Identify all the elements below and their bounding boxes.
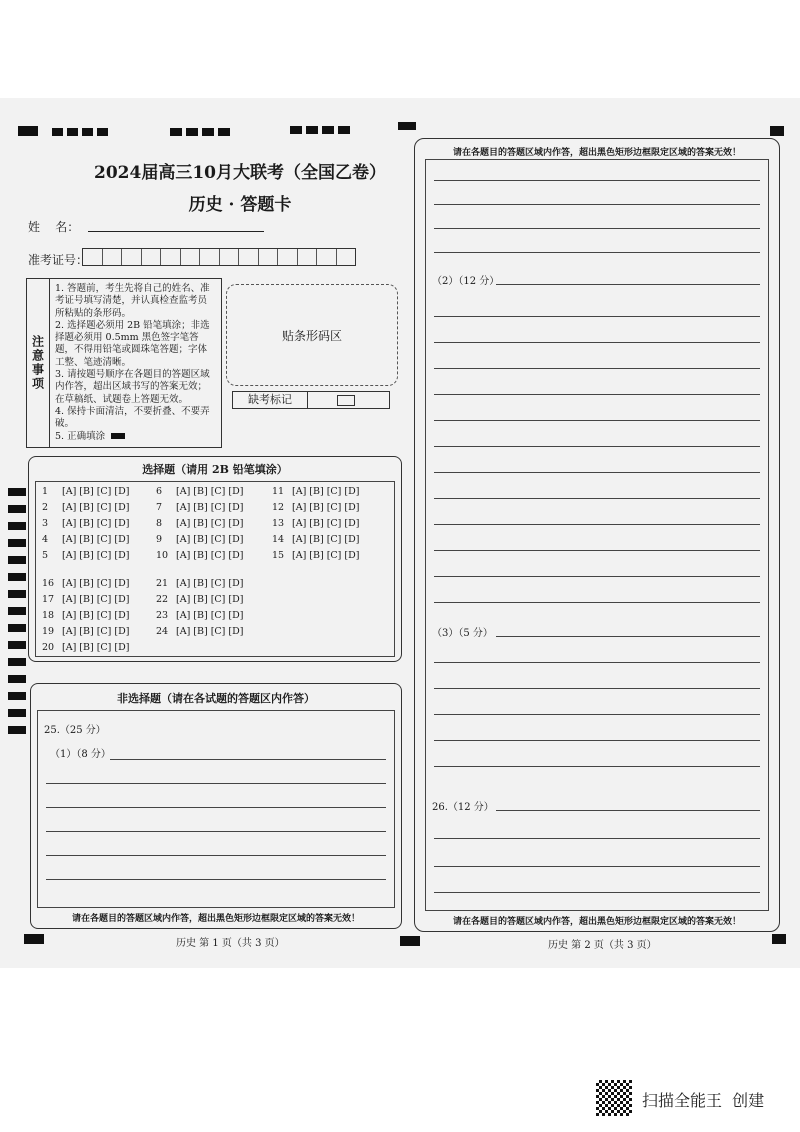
question-number: 22 <box>156 594 169 605</box>
question-number: 24 <box>156 626 169 637</box>
answer-line[interactable] <box>434 342 760 343</box>
answer-options[interactable]: [A] [B] [C] [D] <box>292 518 360 529</box>
choice-question-10[interactable] <box>156 550 243 561</box>
answer-line[interactable] <box>434 838 760 839</box>
answer-options[interactable]: [A] [B] [C] [D] <box>176 550 244 561</box>
exam-subtitle: 历史 · 答题卡 <box>188 195 292 215</box>
question-number: 15 <box>272 550 285 561</box>
choice-question-23[interactable] <box>156 610 243 621</box>
question-26-label: 26.（12 分） <box>432 802 494 813</box>
choice-question-6[interactable] <box>156 486 243 497</box>
choice-question-19[interactable] <box>42 626 129 637</box>
answer-options[interactable]: [A] [B] [C] [D] <box>176 502 244 513</box>
answer-options[interactable]: [A] [B] [C] [D] <box>62 518 130 529</box>
timing-mark <box>398 122 416 130</box>
answer-line[interactable] <box>496 636 760 637</box>
choice-question-24[interactable] <box>156 626 243 637</box>
page-2-panel <box>414 138 780 932</box>
answer-options[interactable]: [A] [B] [C] [D] <box>292 550 360 561</box>
timing-mark <box>24 934 44 944</box>
absent-mark-box <box>232 391 390 409</box>
exam-title: 2024届高三10月大联考（全国乙卷） <box>94 163 386 183</box>
answer-line[interactable] <box>434 866 760 867</box>
barcode-label: 贴条形码区 <box>281 328 342 343</box>
answer-line[interactable] <box>434 602 760 603</box>
answer-options[interactable]: [A] [B] [C] [D] <box>62 594 130 605</box>
page-2-footer: 历史 第 2 页（共 3 页） <box>548 940 657 951</box>
choice-question-13[interactable] <box>272 518 359 529</box>
answer-line[interactable] <box>434 228 760 229</box>
question-number: 7 <box>156 502 163 513</box>
choice-question-15[interactable] <box>272 550 359 561</box>
qr-code-icon <box>596 1080 632 1116</box>
scanner-watermark: 扫描全能王 创建 <box>642 1091 765 1110</box>
answer-line[interactable] <box>434 688 760 689</box>
side-timing-marks <box>8 488 26 738</box>
answer-line[interactable] <box>110 759 386 760</box>
note-item: 4. 保持卡面清洁，不要折叠、不要弄破。 <box>55 405 210 430</box>
answer-line[interactable] <box>434 576 760 577</box>
filled-sample-mark <box>111 433 125 439</box>
note-item: 2. 选择题必须用 2B 铅笔填涂；非选择题必须用 0.5mm 黑色签字笔答题，不得用铅笔或圆珠笔答题；字体工整、笔迹清晰。 <box>55 319 210 368</box>
answer-options[interactable]: [A] [B] [C] [D] <box>176 534 244 545</box>
choice-question-7[interactable] <box>156 502 243 513</box>
question-number: 17 <box>42 594 55 605</box>
page-1-footer: 历史 第 1 页（共 3 页） <box>176 938 285 949</box>
answer-options[interactable]: [A] [B] [C] [D] <box>62 610 130 621</box>
question-25-1-label: （1）（8 分） <box>50 749 111 760</box>
answer-line[interactable] <box>46 855 386 856</box>
answer-line[interactable] <box>496 284 760 285</box>
choice-question-22[interactable] <box>156 594 243 605</box>
choice-grid <box>35 481 395 657</box>
timing-mark <box>770 126 784 136</box>
question-number: 20 <box>42 642 55 653</box>
answer-line[interactable] <box>434 714 760 715</box>
answer-line[interactable] <box>434 446 760 447</box>
choice-question-11[interactable] <box>272 486 359 497</box>
choice-question-2[interactable] <box>42 502 129 513</box>
answer-options[interactable]: [A] [B] [C] [D] <box>62 486 130 497</box>
timing-mark <box>772 934 786 944</box>
answer-line[interactable] <box>46 783 386 784</box>
question-number: 11 <box>272 486 285 497</box>
question-number: 13 <box>272 518 285 529</box>
answer-line[interactable] <box>46 807 386 808</box>
boundary-warning: 请在各题目的答题区域内作答，超出黑色矩形边框限定区域的答案无效！ <box>71 914 360 924</box>
question-number: 10 <box>156 550 169 561</box>
absent-checkbox[interactable] <box>337 395 355 406</box>
answer-options[interactable]: [A] [B] [C] [D] <box>62 502 130 513</box>
timing-mark <box>18 126 38 136</box>
question-number: 9 <box>156 534 163 545</box>
notes-box <box>26 278 222 448</box>
absent-label: 缺考标记 <box>233 392 308 408</box>
answer-options[interactable]: [A] [B] [C] [D] <box>292 502 360 513</box>
answer-line[interactable] <box>434 662 760 663</box>
answer-line[interactable] <box>434 498 760 499</box>
answer-line[interactable] <box>46 831 386 832</box>
answer-line[interactable] <box>434 316 760 317</box>
answer-options[interactable]: [A] [B] [C] [D] <box>176 578 244 589</box>
choice-heading: 选择题（请用 2B 铅笔填涂） <box>142 463 288 476</box>
answer-line[interactable] <box>434 524 760 525</box>
answer-line[interactable] <box>434 180 760 181</box>
choice-question-21[interactable] <box>156 578 243 589</box>
question-number: 1 <box>42 486 49 497</box>
answer-options[interactable]: [A] [B] [C] [D] <box>292 534 360 545</box>
question-number: 16 <box>42 578 55 589</box>
boundary-warning: 请在各题目的答题区域内作答，超出黑色矩形边框限定区域的答案无效！ <box>452 917 741 927</box>
question-number: 21 <box>156 578 169 589</box>
note-item: 3. 请按题号顺序在各题目的答题区域内作答，超出区域书写的答案无效；在草稿纸、试题卷上答题无效。 <box>55 369 210 405</box>
answer-options[interactable]: [A] [B] [C] [D] <box>176 610 244 621</box>
choice-question-16[interactable] <box>42 578 129 589</box>
note-item-fill <box>55 431 215 443</box>
answer-options[interactable]: [A] [B] [C] [D] <box>176 626 244 637</box>
question-number: 19 <box>42 626 55 637</box>
answer-options[interactable]: [A] [B] [C] [D] <box>62 550 130 561</box>
answer-line[interactable] <box>434 204 760 205</box>
timing-mark <box>170 128 234 136</box>
answer-options[interactable]: [A] [B] [C] [D] <box>176 518 244 529</box>
choice-question-8[interactable] <box>156 518 243 529</box>
choice-question-9[interactable] <box>156 534 243 545</box>
answer-options[interactable]: [A] [B] [C] [D] <box>176 486 244 497</box>
boundary-warning: 请在各题目的答题区域内作答，超出黑色矩形边框限定区域的答案无效！ <box>452 148 741 158</box>
choice-section <box>28 456 402 662</box>
answer-options[interactable]: [A] [B] [C] [D] <box>62 642 130 653</box>
choice-question-3[interactable] <box>42 518 129 529</box>
question-number: 18 <box>42 610 55 621</box>
answer-line[interactable] <box>496 810 760 811</box>
choice-question-12[interactable] <box>272 502 359 513</box>
answer-line[interactable] <box>434 420 760 421</box>
question-number: 5 <box>42 550 49 561</box>
name-label: 姓 名： <box>28 220 80 234</box>
choice-question-14[interactable] <box>272 534 359 545</box>
answer-line[interactable] <box>434 740 760 741</box>
answer-options[interactable]: [A] [B] [C] [D] <box>62 578 130 589</box>
timing-mark <box>52 128 112 136</box>
question-number: 14 <box>272 534 285 545</box>
nonchoice-heading: 非选择题（请在各试题的答题区内作答） <box>117 692 315 705</box>
question-number: 23 <box>156 610 169 621</box>
question-number: 6 <box>156 486 163 497</box>
question-number: 2 <box>42 502 49 513</box>
choice-question-1[interactable] <box>42 486 129 497</box>
answer-options[interactable]: [A] [B] [C] [D] <box>62 626 130 637</box>
choice-question-4[interactable] <box>42 534 129 545</box>
note-item: 5. 正确填涂 <box>55 430 106 442</box>
nonchoice-section <box>30 683 402 929</box>
answer-line[interactable] <box>434 368 760 369</box>
question-25-2-label: （2）（12 分） <box>432 276 500 287</box>
nonchoice-answer-area[interactable] <box>37 710 395 908</box>
barcode-area <box>226 284 398 386</box>
question-number: 3 <box>42 518 49 529</box>
ticket-label: 准考证号： <box>28 253 89 267</box>
page-2-answer-area[interactable] <box>425 159 769 911</box>
answer-line[interactable] <box>434 892 760 893</box>
choice-question-18[interactable] <box>42 610 129 621</box>
choice-question-20[interactable] <box>42 642 129 653</box>
choice-question-17[interactable] <box>42 594 129 605</box>
question-number: 8 <box>156 518 163 529</box>
question-number: 4 <box>42 534 49 545</box>
answer-options[interactable]: [A] [B] [C] [D] <box>292 486 360 497</box>
answer-options[interactable]: [A] [B] [C] [D] <box>62 534 130 545</box>
name-field[interactable] <box>88 231 264 232</box>
question-number: 12 <box>272 502 285 513</box>
choice-question-5[interactable] <box>42 550 129 561</box>
timing-mark <box>400 936 420 946</box>
answer-line[interactable] <box>434 550 760 551</box>
timing-mark <box>290 126 352 134</box>
answer-line[interactable] <box>434 252 760 253</box>
notes-side-label-cell <box>27 279 50 447</box>
question-25-label: 25.（25 分） <box>44 725 106 736</box>
answer-line[interactable] <box>434 394 760 395</box>
notes-side-label: 注意事项 <box>30 335 45 391</box>
answer-line[interactable] <box>434 766 760 767</box>
question-25-3-label: （3）（5 分） <box>432 628 493 639</box>
notes-list <box>55 283 215 443</box>
note-item: 1. 答题前，考生先将自己的姓名、准考证号填写清楚，并认真检查监考员所粘贴的条形码。 <box>55 283 210 319</box>
answer-line[interactable] <box>434 472 760 473</box>
answer-line[interactable] <box>46 879 386 880</box>
ticket-number-boxes[interactable] <box>82 248 356 266</box>
answer-options[interactable]: [A] [B] [C] [D] <box>176 594 244 605</box>
